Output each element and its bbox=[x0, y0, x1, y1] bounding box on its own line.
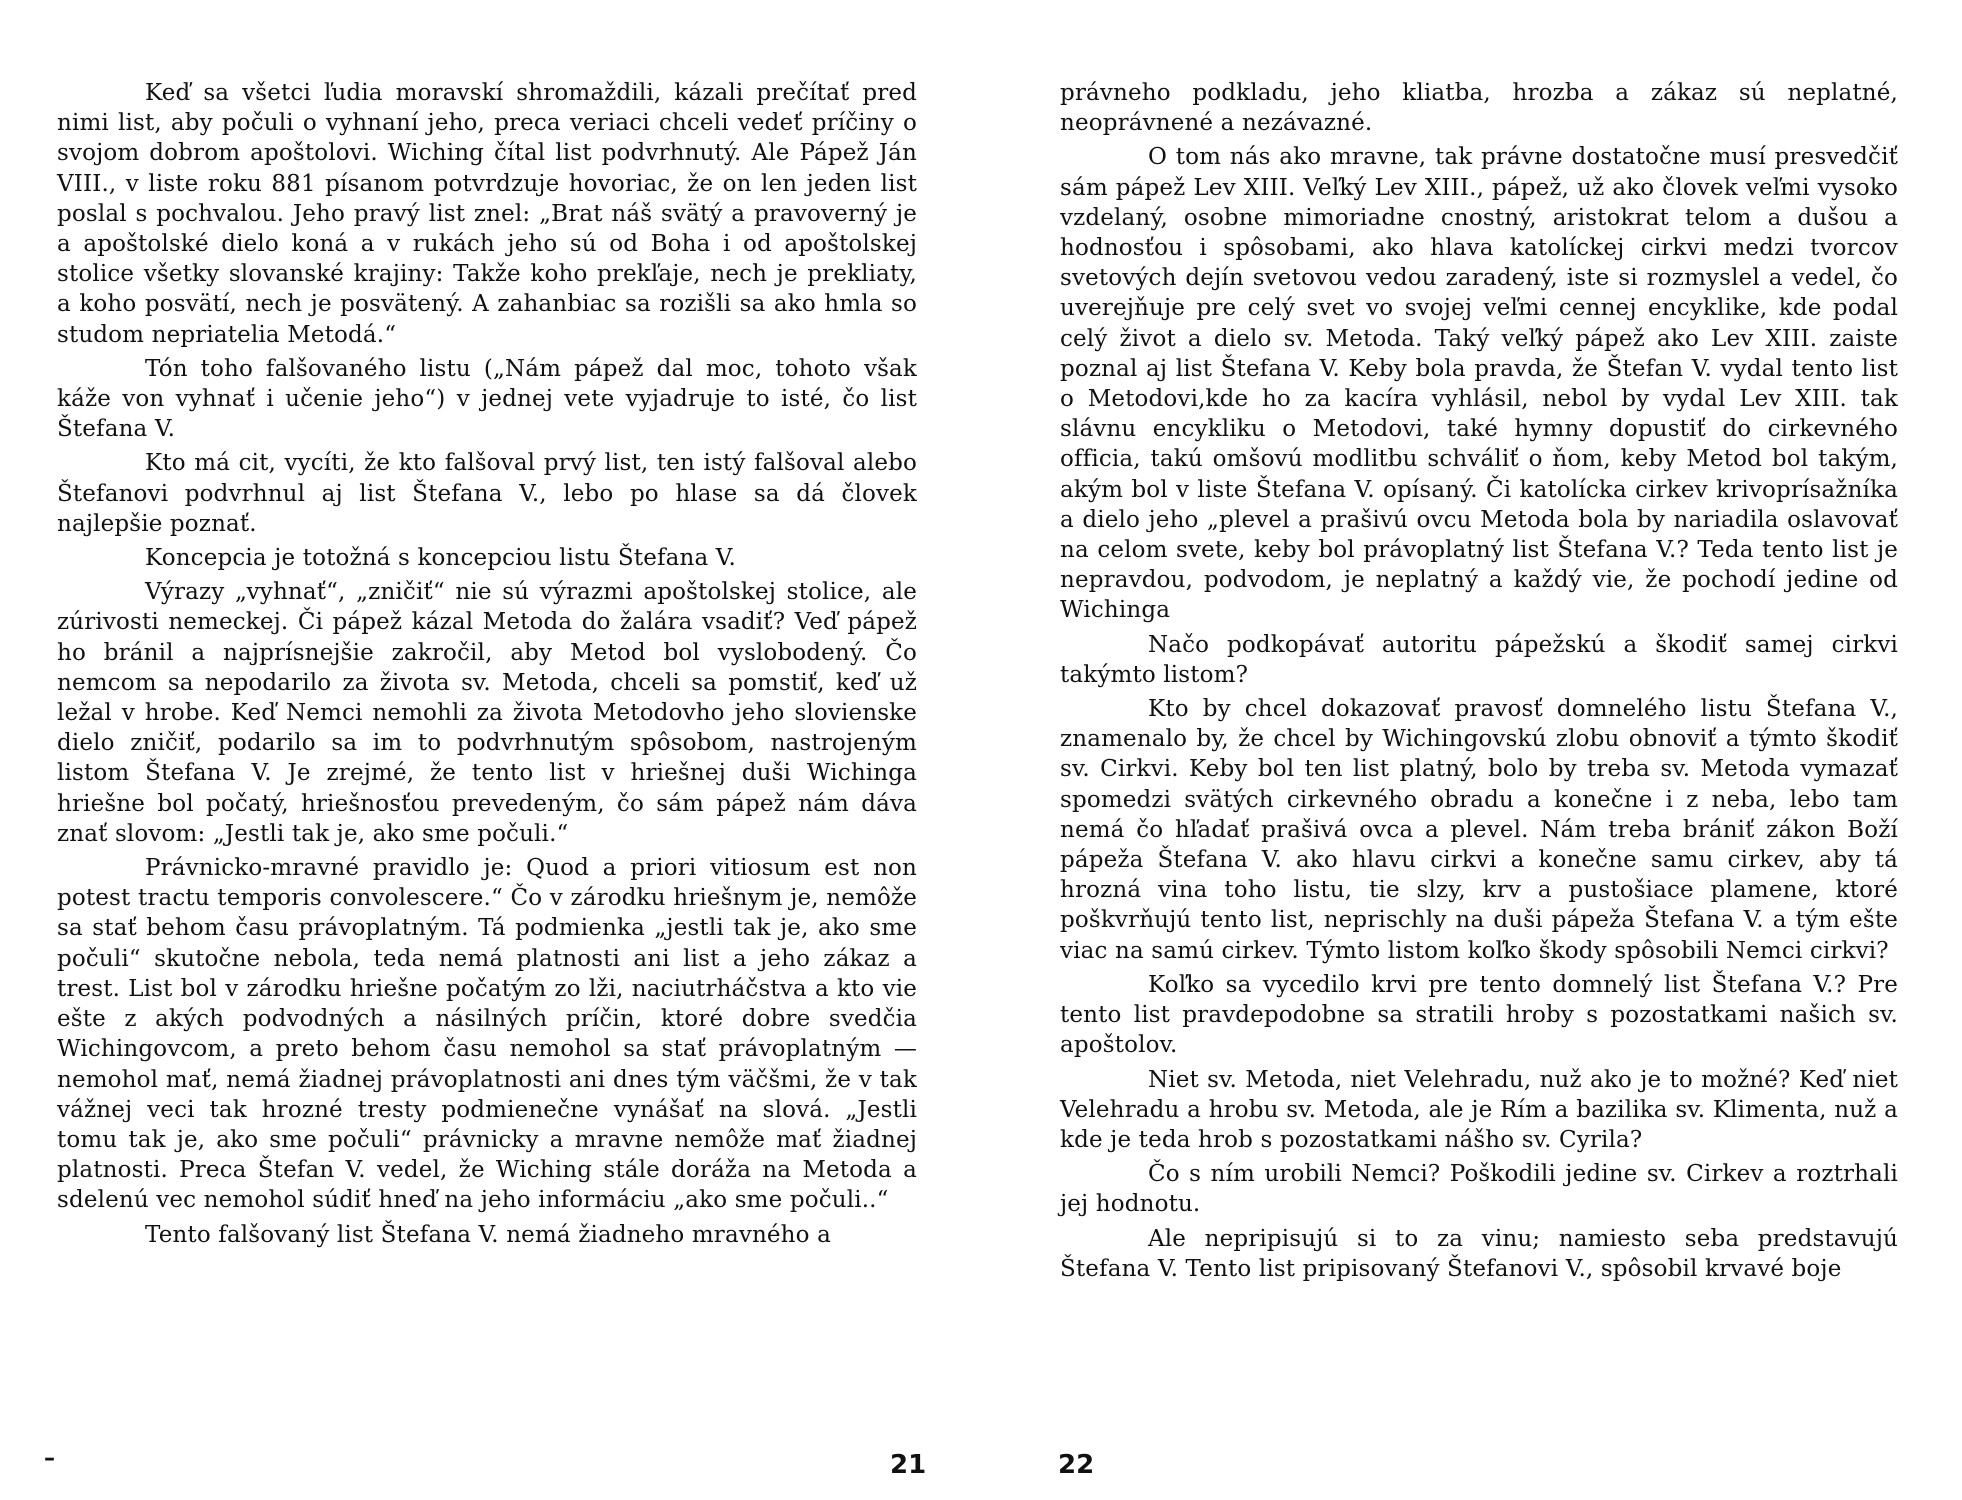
paragraph: Načo podkopávať autoritu pápežskú a škodiť samej cirkvi takýmto listom? bbox=[1060, 631, 1898, 688]
paragraph: Tento falšovaný list Štefana V. nemá žiadneho mravného a bbox=[145, 1221, 831, 1248]
paragraph: Ale nepripisujú si to za vinu; namiesto seba predstavujú Štefana V. Tento list pripisovaný Štefanovi V., spôsobil krvavé boje bbox=[1060, 1225, 1898, 1282]
paragraph: Kto má cit, vycíti, že kto falšoval prvý list, ten istý falšoval alebo Štefanovi podvrhnul aj list Štefana V., lebo po hlase sa dá človek najlepšie poznať. bbox=[57, 450, 917, 537]
paragraph: Kto by chcel dokazovať pravosť domnelého listu Štefana V., znamenalo by, že chcel by Wichingovskú zlobu obnoviť a týmto škodiť sv. Cirkvi. Keby bol ten list platný, bolo by treba sv. Metoda vymazať spomedzi svätých cirkevného obradu a konečne i z neba, lebo tam nemá čo hľadať prašivá ovca a plevel. Nám treba brániť zákon Boží pápeža Štefana V. ako hlavu cirkvi a konečne samu cirkev, aby tá hrozná vina toho listu, tie slzy, krv a pustošiace plamene, ktoré poškvrňujú tento list, neprischly na duši pápeža Štefana V. a tým ešte viac na samú cirkev. Týmto listom koľko škody spôsobili Nemci cirkvi? bbox=[1060, 696, 1898, 964]
left-page bbox=[0, 0, 980, 1500]
paragraph: Koľko sa vycedilo krvi pre tento domnelý list Štefana V.? Pre tento list pravdepodobne sa stratili hroby s pozostatkami našich sv. apoštolov. bbox=[1060, 971, 1898, 1059]
right-page bbox=[982, 0, 1962, 1500]
paragraph: Čo s ním urobili Nemci? Poškodili jedine sv. Cirkev a roztrhali jej hodnotu. bbox=[1060, 1161, 1898, 1218]
paragraph: Právnicko-mravné pravidlo je: Quod a priori vitiosum est non potest tractu temporis convolescere.“ Čo v zárodku hriešnym je, nemôže sa stať behom času právoplatným. Tá podmienka „jestli tak je, ako sme počuli“ skutočne nebola, teda nemá platnosti ani list a jeho zákaz a trest. List bol v zárodku hriešne počatým zo lži, naciutrháčstva a kto vie ešte z akých podvodných a násilných príčin, ktoré dobre svedčia Wichingovcom, a preto behom času nemohol sa stať právoplatným — nemohol mať, nemá žiadnej právoplatnosti ani dnes tým väčšmi, že v tak vážnej veci tak hrozné tresty podmienečne vynášať na slová. „Jestli tomu tak je, ako sme počuli“ právnicky a mravne nemôže mať žiadnej platnosti. Preca Štefan V. vedel, že Wiching stále doráža na Metoda a sdelenú vec nemohol súdiť hneď na jeho informáciu „ako sme počuli..“ bbox=[57, 855, 917, 1214]
stray-mark: – bbox=[44, 1446, 55, 1471]
paragraph: Keď sa všetci ľudia moravskí shromaždili, kázali prečítať pred nimi list, aby počuli o vyhnaní jeho, preca veriaci chceli vedeť príčiny o svojom dobrom apoštolovi. Wiching čítal list podvrhnutý. Ale Pápež Ján VIII., v liste roku 881 písanom potvrdzuje hovoriac, že on len jeden list poslal s pochvalou. Jeho pravý list znel: „Brat náš svätý a pravoverný je a apoštolské dielo koná a v rukách jeho sú od Boha i od apoštolskej stolice všetky slovanské krajiny: Takže koho prekľaje, nech je prekliaty, a koho posvätí, nech je posvätený. A zahanbiac sa rozišli sa ako hmla so studom nepriatelia Metodá.“ bbox=[57, 80, 917, 348]
paragraph: Výrazy „vyhnať“, „zničiť“ nie sú výrazmi apoštolskej stolice, ale zúrivosti nemeckej. Či pápež kázal Metoda do žalára vsadiť? Veď pápež ho bránil a najprísnejšie zakročil, aby Metod bol vyslobodený. Čo nemcom sa nepodarilo za života sv. Metoda, chceli sa pomstiť, keď už ležal v hrobe. Keď Nemci nemohli za života Metodovho jeho slovienske dielo zničiť, podarilo sa im to podvrhnutým spôsobom, nastrojeným listom Štefana V. Je zrejmé, že tento list v hriešnej duši Wichinga hriešne bol počatý, hriešnosťou prevedeným, čo sám pápež nám dáva znať slovom: „Jestli tak je, ako sme počuli.“ bbox=[57, 579, 917, 847]
paragraph: O tom nás ako mravne, tak právne dostatočne musí presvedčiť sám pápež Lev XIII. Veľký Lev XIII., pápež, už ako človek veľmi vysoko vzdelaný, osobne mimoriadne cnostný, aristokrat telom a dušou a hodnosťou i spôsobami, ako hlava katolíckej cirkvi medzi tvorcov svetových dejín svetovou vedou zaradený, iste si rozmyslel a vedel, čo uverejňuje pre celý svet vo svojej veľmi cennej encyklike, kde podal celý život a dielo sv. Metoda. Taký veľký pápež ako Lev XIII. zaiste poznal aj list Štefana V. Keby bola pravda, že Štefan V. vydal tento list o Metodovi,kde ho za kacíra vyhlásil, nebol by vydal Lev XIII. tak slávnu encykliku o Metodovi, také hymny dopustiť do cirkevného officia, takú omšovú modlitbu schváliť o ňom, keby Metod bol takým, akým bol v liste Štefana V. opísaný. Či katolícka cirkev krivoprísažníka a dielo jeho „plevel a prašivú ovcu Metoda bola by nariadila oslavovať na celom svete, keby bol právoplatný list Štefana V.? Teda tento list je nepravdou, podvodom, je neplatný a každý vie, že pochodí jedine od Wichinga bbox=[1060, 144, 1898, 624]
paragraph: Tón toho falšovaného listu („Nám pápež dal moc, tohoto však káže von vyhnať i učenie jeho“) v jednej vete vyjadruje to isté, čo list Štefana V. bbox=[57, 355, 917, 443]
page-number: 21 bbox=[890, 1450, 927, 1480]
paragraph: právneho podkladu, jeho kliatba, hrozba a zákaz sú neplatné, neoprávnené a nezávazné. bbox=[1060, 80, 1898, 137]
paragraph: Niet sv. Metoda, niet Velehradu, nuž ako je to možné? Keď niet Velehradu a hrobu sv. Metoda, ale je Rím a bazilika sv. Klimenta, nuž a kde je teda hrob s pozostatkami nášho sv. Cyrila? bbox=[1060, 1066, 1898, 1153]
paragraph: Koncepcia je totožná s koncepciou listu Štefana V. bbox=[145, 545, 736, 572]
right-page-text bbox=[1060, 78, 1898, 1288]
left-page-text bbox=[57, 78, 917, 1254]
page-number: 22 bbox=[1058, 1450, 1095, 1480]
